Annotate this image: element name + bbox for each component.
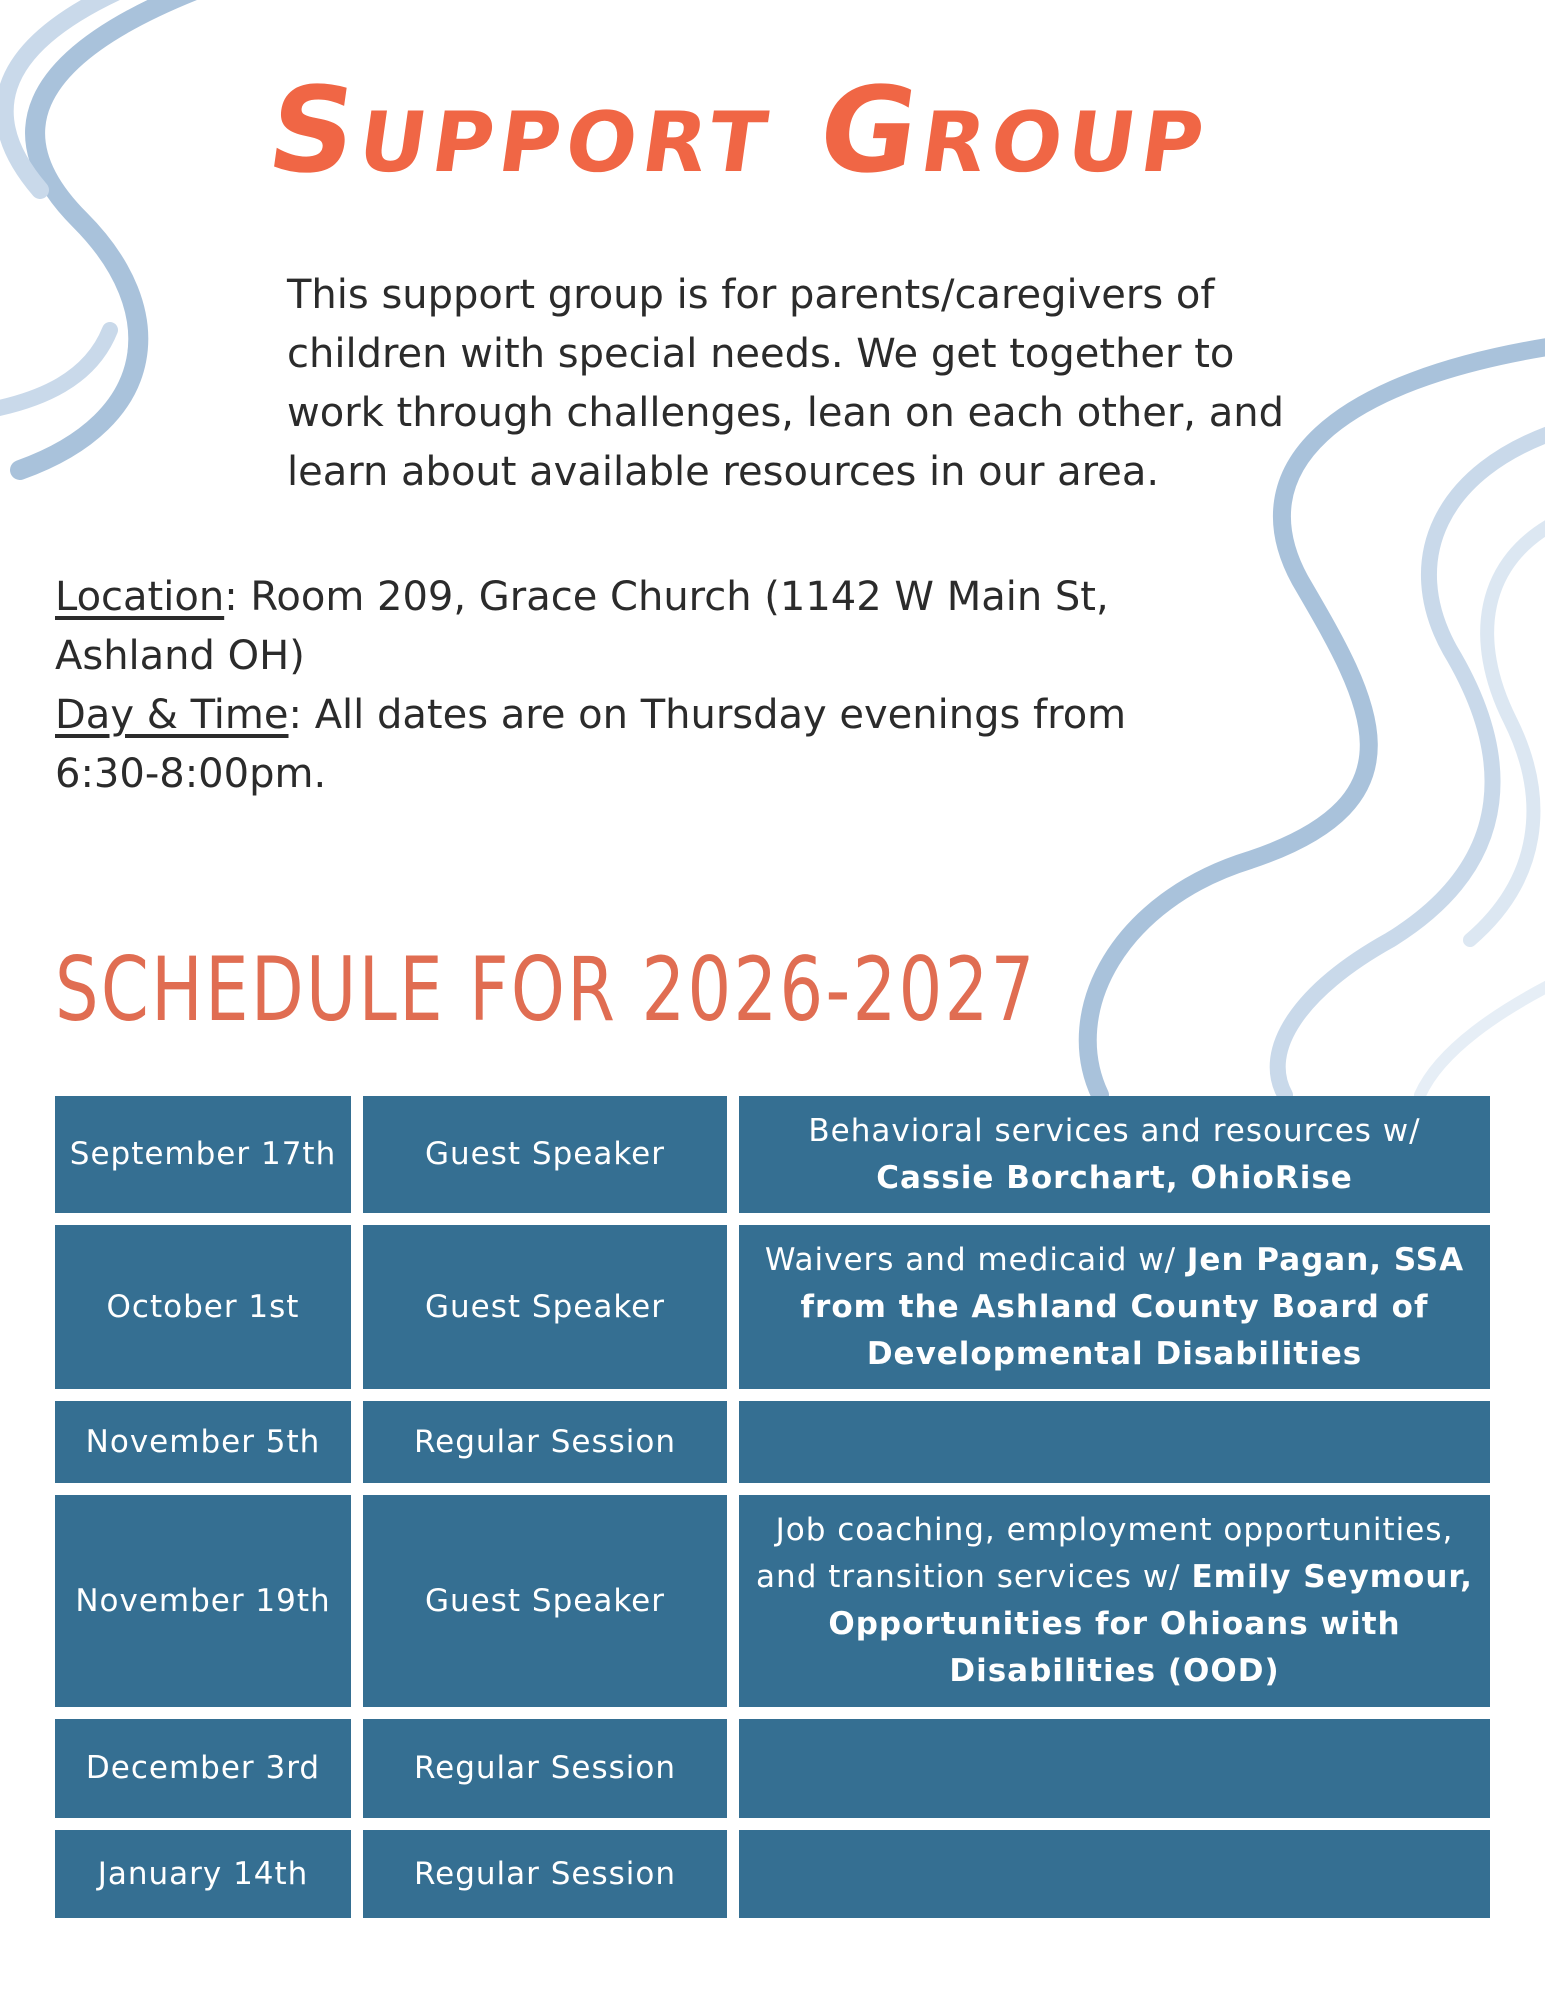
event-details [55,568,1155,804]
date-cell: November 19th [55,1495,351,1707]
description-cell [739,1495,1490,1707]
type-cell: Guest Speaker [363,1225,727,1389]
type-cell: Guest Speaker [363,1495,727,1707]
description-cell [739,1830,1490,1918]
description-cell [739,1096,1490,1213]
date-cell: October 1st [55,1225,351,1389]
location-label: Location [55,574,225,620]
date-cell: January 14th [55,1830,351,1918]
speaker-name: Emily Seymour, Opportunities for Ohioans with Disabilities (OOD) [828,1559,1473,1689]
description-cell [739,1401,1490,1483]
table-row [55,1401,1490,1483]
table-row [55,1225,1490,1389]
speaker-name: Cassie Borchart, OhioRise [876,1159,1353,1196]
speaker-name: Jen Pagan, SSA from the Ashland County Board of Developmental Disabilities [800,1241,1465,1372]
time-label: Day & Time [55,692,289,738]
table-row [55,1830,1490,1918]
description-text: Job coaching, employment opportunities, and transition services w/ [756,1512,1454,1595]
type-cell: Regular Session [363,1401,727,1483]
time-line [55,686,1155,804]
table-row [55,1096,1490,1213]
schedule-table [55,1096,1490,1930]
description-cell [739,1719,1490,1818]
type-cell: Guest Speaker [363,1096,727,1213]
description-text: Behavioral services and resources w/ [808,1112,1421,1149]
type-cell: Regular Session [363,1830,727,1918]
page-title: Support Group [260,61,1220,199]
location-line [55,568,1155,686]
description-text: Waivers and medicaid w/ [764,1241,1187,1278]
date-cell: September 17th [55,1096,351,1213]
time-value: : All dates are on Thursday evenings from 6:30-8:00pm. [55,692,1127,797]
date-cell: November 5th [55,1401,351,1483]
table-row [55,1495,1490,1707]
date-cell: December 3rd [55,1719,351,1818]
description-cell [739,1225,1490,1389]
table-row [55,1719,1490,1818]
location-value: : Room 209, Grace Church (1142 W Main St, Ashland OH) [55,574,1109,679]
schedule-title: SCHEDULE FOR 2026-2027 [55,938,1037,1041]
type-cell: Regular Session [363,1719,727,1818]
intro-text: This support group is for parents/caregivers of children with special needs. We get together to work through challenges, lean on each other, and learn about available resources in our area. [287,272,1284,495]
